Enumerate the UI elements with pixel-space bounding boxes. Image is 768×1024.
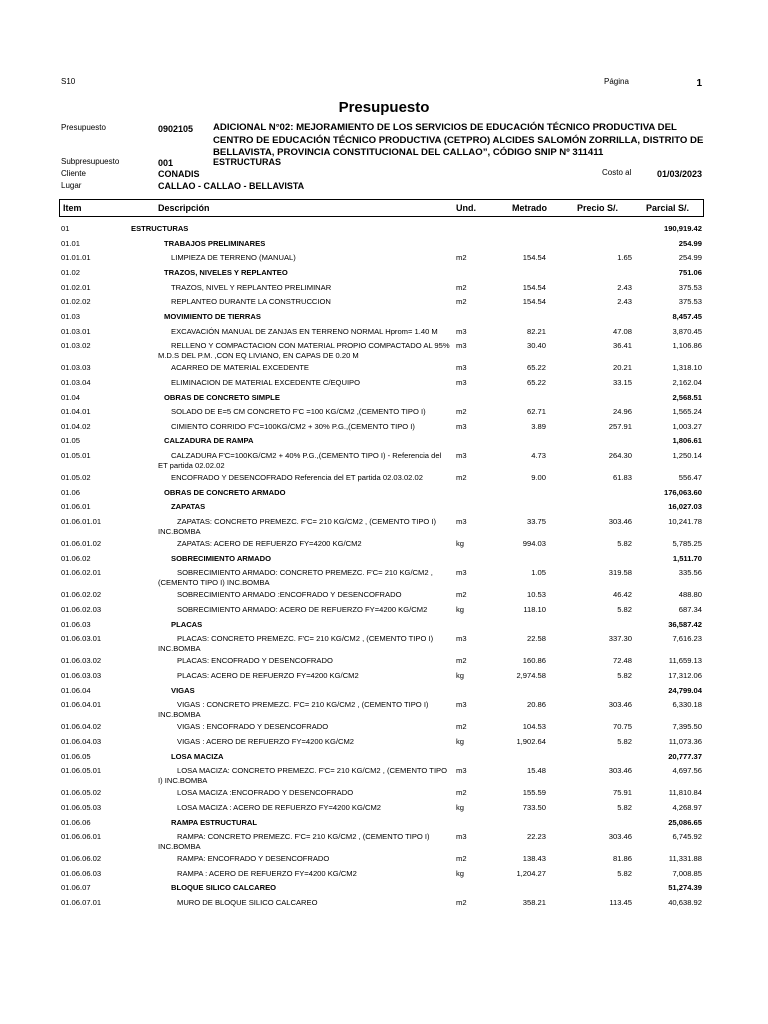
row-description: EXCAVACIÓN MANUAL DE ZANJAS EN TERRENO NORMAL Hprom= 1.40 M: [171, 326, 438, 336]
row-parcial: 375.53: [678, 297, 702, 307]
row-metrado: 118.10: [523, 605, 546, 614]
row-metrado: 4.73: [531, 451, 546, 461]
row-parcial: 6,330.18: [672, 700, 702, 710]
row-unit: m3: [456, 568, 467, 578]
row-description: SOBRECIMIENTO ARMADO: ACERO DE REFUERZO FY=4200 KG/CM2: [177, 605, 428, 614]
row-item-code: 01.06.05.03: [61, 802, 102, 812]
row-item-code: 01.06.03.02: [61, 656, 102, 666]
row-description: SOLADO DE E=5 CM CONCRETO F'C =100 KG/CM2 ,(CEMENTO TIPO I): [171, 407, 426, 417]
row-item-code: 01.06.06.01: [61, 832, 102, 842]
row-parcial: 7,008.85: [672, 868, 702, 878]
row-unit: kg: [456, 670, 465, 680]
row-parcial: 4,697.56: [672, 766, 702, 776]
row-precio: 303.46: [608, 517, 632, 527]
row-description: ACARREO DE MATERIAL EXCEDENTE: [171, 363, 309, 373]
row-unit: m3: [456, 634, 467, 644]
row-item-code: 01.06.04.03: [61, 736, 102, 746]
row-unit: m3: [456, 421, 467, 431]
row-metrado: 358.21: [522, 898, 546, 908]
row-description: ZAPATAS: [171, 502, 206, 512]
row-item-code: 01.03: [61, 311, 81, 321]
row-description: RAMPA ESTRUCTURAL: [171, 817, 258, 827]
row-precio: 303.46: [608, 766, 632, 776]
report-code: S10: [61, 77, 76, 86]
row-item-code: 01.06.02: [61, 553, 91, 563]
row-unit: m2: [456, 407, 467, 417]
row-description: VIGAS : CONCRETO PREMEZC. F'C= 210 KG/CM2 , (CEMENTO TIPO I) INC.BOMBA: [158, 700, 429, 719]
row-item-code: 01.06.06.03: [61, 868, 102, 878]
row-metrado: 994.03: [522, 539, 546, 549]
row-description: PLACAS: CONCRETO PREMEZC. F'C= 210 KG/CM2 , (CEMENTO TIPO I) INC.BOMBA: [158, 634, 434, 653]
row-item-code: 01: [61, 224, 70, 233]
row-precio: 24.96: [612, 407, 632, 417]
row-unit: m3: [456, 700, 467, 710]
row-description: RAMPA : ACERO DE REFUERZO FY=4200 KG/CM2: [177, 868, 357, 878]
row-parcial: 488.80: [678, 590, 702, 600]
row-parcial: 24,799.04: [668, 685, 702, 695]
row-parcial: 1,511.70: [672, 553, 702, 563]
row-metrado: 155.59: [522, 788, 546, 798]
row-unit: m2: [456, 656, 467, 666]
row-description: TRAZOS, NIVELES Y REPLANTEO: [164, 267, 288, 277]
column-header-parcial: Parcial S/.: [646, 203, 690, 213]
row-description: ELIMINACION DE MATERIAL EXCEDENTE C/EQUIPO: [171, 377, 361, 387]
row-unit: m3: [456, 766, 467, 776]
row-description: VIGAS : ACERO DE REFUERZO FY=4200 KG/CM2: [177, 736, 355, 746]
row-unit: m2: [456, 854, 467, 864]
row-item-code: 01.06.02.03: [61, 605, 102, 614]
row-description: REPLANTEO DURANTE LA CONSTRUCCION: [171, 297, 331, 307]
row-precio: 47.08: [612, 326, 632, 336]
row-parcial: 8,457.45: [672, 311, 702, 321]
row-precio: 33.15: [612, 377, 632, 387]
row-item-code: 01.01: [61, 238, 81, 248]
row-description: TRABAJOS PRELIMINARES: [164, 238, 266, 248]
row-metrado: 62.71: [526, 407, 546, 417]
row-parcial: 20,777.37: [668, 751, 702, 761]
column-header-descripcion: Descripción: [158, 203, 210, 213]
row-precio: 5.82: [617, 670, 632, 680]
row-precio: 5.82: [617, 605, 632, 614]
row-unit: m3: [456, 341, 467, 351]
row-item-code: 01.06.06.02: [61, 854, 102, 864]
row-description: CALZADURA DE RAMPA: [164, 436, 254, 446]
row-item-code: 01.06.02.02: [61, 590, 102, 600]
row-metrado: 30.40: [526, 341, 546, 351]
row-parcial: 6,745.92: [672, 832, 702, 842]
row-item-code: 01.05: [61, 436, 81, 446]
row-metrado: 10.53: [526, 590, 546, 600]
lugar-label: Lugar: [61, 181, 82, 190]
row-unit: kg: [456, 868, 465, 878]
row-precio: 36.41: [612, 341, 632, 351]
row-item-code: 01.06.05.02: [61, 788, 102, 798]
row-metrado: 154.54: [522, 282, 546, 292]
row-parcial: 1,565.24: [672, 407, 702, 417]
row-parcial: 10,241.78: [668, 517, 702, 527]
row-item-code: 01.01.01: [61, 253, 91, 263]
row-parcial: 25,086.65: [668, 817, 702, 827]
row-description: BLOQUE SILICO CALCAREO: [171, 883, 277, 893]
row-description: LOSA MACIZA: CONCRETO PREMEZC. F'C= 210 KG/CM2 , (CEMENTO TIPO I) INC.BOMBA: [158, 766, 448, 785]
row-metrado: 1,204.27: [516, 868, 546, 878]
row-metrado: 104.53: [522, 722, 546, 732]
row-parcial: 11,659.13: [668, 656, 702, 666]
presupuesto-description: ADICIONAL N°02: MEJORAMIENTO DE LOS SERVICIOS DE EDUCACIÓN TÉCNICO PRODUCTIVA DEL CENTRO DE EDUCACIÓN TÉCNICO PRODUCTIVA (CETPRO) ALCIDES SALOMÓN ZORRILLA, DISTRITO DE BELLAVISTA, PROVINCIA CONSTITUCIONAL DEL CALLAO”, CÓDIGO SNIP Nº 311411: [213, 122, 704, 158]
row-metrado: 138.43: [522, 854, 546, 864]
row-description: ZAPATAS: ACERO DE REFUERZO FY=4200 KG/CM2: [177, 539, 362, 549]
row-precio: 46.42: [612, 590, 632, 600]
row-metrado: 33.75: [526, 517, 546, 527]
row-precio: 5.82: [617, 868, 632, 878]
row-precio: 5.82: [617, 736, 632, 746]
row-precio: 303.46: [608, 700, 632, 710]
row-metrado: 82.21: [526, 326, 546, 336]
row-precio: 75.91: [612, 788, 632, 798]
row-unit: m2: [456, 788, 467, 798]
row-unit: m2: [456, 590, 467, 600]
row-metrado: 1,902.64: [516, 736, 546, 746]
row-item-code: 01.06.07.01: [61, 898, 102, 908]
row-item-code: 01.06.06: [61, 817, 91, 827]
row-unit: kg: [456, 539, 465, 549]
row-unit: m2: [456, 297, 467, 307]
row-unit: kg: [456, 802, 465, 812]
row-unit: m3: [456, 377, 467, 387]
row-description: OBRAS DE CONCRETO ARMADO: [164, 487, 286, 497]
row-precio: 113.45: [609, 898, 632, 908]
row-precio: 1.65: [617, 253, 632, 263]
column-header-precio: Precio S/.: [577, 203, 619, 213]
row-unit: kg: [456, 736, 465, 746]
row-parcial: 2,568.51: [672, 392, 702, 402]
row-unit: m2: [456, 282, 467, 292]
subpresupuesto-description: ESTRUCTURAS: [213, 157, 282, 167]
cliente-value: CONADIS: [158, 169, 200, 179]
row-item-code: 01.06.01: [61, 502, 91, 512]
column-header-metrado: Metrado: [512, 203, 548, 213]
row-description: RAMPA: CONCRETO PREMEZC. F'C= 210 KG/CM2 , (CEMENTO TIPO I) INC.BOMBA: [158, 832, 430, 851]
row-item-code: 01.06.01.01: [61, 517, 102, 527]
row-unit: m3: [456, 832, 467, 842]
row-parcial: 3,870.45: [672, 326, 702, 336]
row-metrado: 20.86: [526, 700, 546, 710]
row-parcial: 11,331.88: [668, 854, 702, 864]
row-description: LOSA MACIZA :ENCOFRADO Y DESENCOFRADO: [177, 788, 354, 798]
row-metrado: 22.23: [526, 832, 546, 842]
row-item-code: 01.06.01.02: [61, 539, 102, 549]
row-description: CIMIENTO CORRIDO F'C=100KG/CM2 + 30% P.G.,(CEMENTO TIPO I): [171, 421, 415, 431]
row-metrado: 160.86: [522, 656, 546, 666]
row-unit: m2: [456, 253, 467, 263]
row-item-code: 01.03.04: [61, 377, 91, 387]
row-item-code: 01.06.05: [61, 751, 91, 761]
row-parcial: 36,587.42: [668, 619, 702, 629]
row-item-code: 01.06.02.01: [61, 568, 102, 578]
row-description: ENCOFRADO Y DESENCOFRADO Referencia del ET partida 02.03.02.02: [171, 473, 423, 483]
column-header-und: Und.: [456, 203, 476, 213]
page-number: 1: [696, 78, 702, 89]
cliente-label: Cliente: [61, 169, 86, 178]
row-unit: m3: [456, 363, 467, 373]
row-description: VIGAS : ENCOFRADO Y DESENCOFRADO: [177, 722, 329, 732]
row-precio: 319.58: [608, 568, 632, 578]
row-parcial: 687.34: [678, 605, 702, 614]
row-item-code: 01.02.01: [61, 282, 91, 292]
row-unit: m3: [456, 451, 467, 461]
row-item-code: 01.06.04: [61, 685, 91, 695]
row-description: ESTRUCTURAS: [131, 224, 189, 233]
row-unit: m3: [456, 326, 467, 336]
row-item-code: 01.03.03: [61, 363, 91, 373]
row-description: VIGAS: [171, 685, 195, 695]
row-description: OBRAS DE CONCRETO SIMPLE: [164, 392, 280, 402]
row-parcial: 16,027.03: [668, 502, 702, 512]
row-parcial: 2,162.04: [672, 377, 702, 387]
row-precio: 264.30: [608, 451, 632, 461]
row-item-code: 01.05.02: [61, 473, 91, 483]
row-description: MOVIMIENTO DE TIERRAS: [164, 311, 261, 321]
row-precio: 2.43: [617, 297, 632, 307]
row-parcial: 254.99: [678, 253, 702, 263]
row-description: LOSA MACIZA : ACERO DE REFUERZO FY=4200 KG/CM2: [177, 802, 382, 812]
row-description: MURO DE BLOQUE SILICO CALCAREO: [177, 898, 318, 908]
row-precio: 2.43: [617, 282, 632, 292]
row-description: TRAZOS, NIVEL Y REPLANTEO PRELIMINAR: [171, 282, 332, 292]
row-unit: m2: [456, 473, 467, 483]
row-parcial: 176,063.60: [663, 487, 702, 497]
row-parcial: 751.06: [678, 267, 702, 277]
row-parcial: 51,274.39: [668, 883, 702, 893]
row-unit: m2: [456, 722, 467, 732]
row-item-code: 01.06.03.03: [61, 670, 102, 680]
row-parcial: 11,810.84: [668, 788, 702, 798]
row-parcial: 1,106.86: [672, 341, 702, 351]
row-item-code: 01.02.02: [61, 297, 91, 307]
row-description: PLACAS: [171, 619, 203, 629]
row-item-code: 01.06.03: [61, 619, 91, 629]
row-unit: m2: [456, 898, 467, 908]
subpresupuesto-label: Subpresupuesto: [61, 157, 120, 166]
row-description: RAMPA: ENCOFRADO Y DESENCOFRADO: [177, 854, 330, 864]
row-description: CALZADURA F'C=100KG/CM2 + 40% P.G.,(CEMENTO TIPO I) - Referencia del ET partida 02.02.02: [158, 451, 442, 470]
row-description: ZAPATAS: CONCRETO PREMEZC. F'C= 210 KG/CM2 , (CEMENTO TIPO I) INC.BOMBA: [158, 517, 437, 536]
row-parcial: 375.53: [678, 282, 702, 292]
row-item-code: 01.05.01: [61, 451, 91, 461]
row-parcial: 7,616.23: [672, 634, 702, 644]
costo-date: 01/03/2023: [656, 169, 702, 179]
row-parcial: 335.56: [678, 568, 702, 578]
row-precio: 5.82: [617, 539, 632, 549]
row-parcial: 254.99: [678, 238, 702, 248]
row-item-code: 01.06: [61, 487, 81, 497]
row-item-code: 01.02: [61, 267, 81, 277]
row-parcial: 1,250.14: [672, 451, 702, 461]
row-precio: 257.91: [608, 421, 632, 431]
row-description: PLACAS: ACERO DE REFUERZO FY=4200 KG/CM2: [177, 670, 359, 680]
row-description: SOBRECIMIENTO ARMADO: CONCRETO PREMEZC. F'C= 210 KG/CM2 , (CEMENTO TIPO I) INC.BOMBA: [158, 568, 433, 587]
lugar-value: CALLAO - CALLAO - BELLAVISTA: [158, 181, 305, 191]
row-item-code: 01.04: [61, 392, 81, 402]
row-parcial: 556.47: [678, 473, 702, 483]
row-parcial: 1,806.61: [672, 436, 702, 446]
row-item-code: 01.03.01: [61, 326, 91, 336]
row-item-code: 01.03.02: [61, 341, 91, 351]
row-metrado: 9.00: [531, 473, 546, 483]
row-precio: 20.21: [612, 363, 632, 373]
row-description: PLACAS: ENCOFRADO Y DESENCOFRADO: [177, 656, 333, 666]
subpresupuesto-code: 001: [158, 158, 174, 168]
row-precio: 337.30: [608, 634, 632, 644]
row-item-code: 01.06.04.01: [61, 700, 102, 710]
row-metrado: 2,974.58: [516, 670, 546, 680]
row-description: RELLENO Y COMPACTACION CON MATERIAL PROPIO COMPACTADO AL 95% M.D.S DEL P.M. ,CON EQ LIVIANO, EN CAPAS DE 0.20 M: [158, 341, 450, 360]
row-parcial: 1,318.10: [672, 363, 702, 373]
row-precio: 81.86: [612, 854, 632, 864]
row-description: LOSA MACIZA: [171, 751, 224, 761]
row-metrado: 65.22: [526, 377, 546, 387]
row-item-code: 01.06.03.01: [61, 634, 102, 644]
presupuesto-code: 0902105: [158, 124, 194, 134]
row-metrado: 154.54: [522, 297, 546, 307]
row-metrado: 22.58: [526, 634, 546, 644]
row-item-code: 01.04.01: [61, 407, 91, 417]
row-precio: 70.75: [612, 722, 632, 732]
row-unit: kg: [456, 605, 465, 614]
row-parcial: 17,312.06: [668, 670, 702, 680]
row-item-code: 01.04.02: [61, 421, 91, 431]
row-parcial: 11,073.36: [668, 736, 702, 746]
costo-label: Costo al: [602, 168, 632, 177]
column-header-item: Item: [63, 203, 82, 213]
row-parcial: 5,785.25: [672, 539, 702, 549]
page-title: Presupuesto: [338, 99, 430, 116]
row-metrado: 1.05: [531, 568, 546, 578]
row-description: LIMPIEZA DE TERRENO (MANUAL): [171, 253, 296, 263]
row-precio: 61.83: [612, 473, 632, 483]
row-parcial: 40,638.92: [668, 898, 702, 908]
row-parcial: 7,395.50: [672, 722, 702, 732]
row-metrado: 154.54: [522, 253, 546, 263]
presupuesto-label: Presupuesto: [61, 123, 106, 132]
row-unit: m3: [456, 517, 467, 527]
row-parcial: 1,003.27: [672, 421, 702, 431]
row-metrado: 733.50: [522, 802, 546, 812]
row-metrado: 15.48: [526, 766, 546, 776]
row-description: SOBRECIMIENTO ARMADO: [171, 553, 271, 563]
row-metrado: 3.89: [531, 421, 546, 431]
row-precio: 303.46: [608, 832, 632, 842]
row-metrado: 65.22: [526, 363, 546, 373]
row-item-code: 01.06.04.02: [61, 722, 102, 732]
row-precio: 5.82: [617, 802, 632, 812]
row-item-code: 01.06.05.01: [61, 766, 102, 776]
row-description: SOBRECIMIENTO ARMADO :ENCOFRADO Y DESENCOFRADO: [177, 590, 402, 600]
page-label: Página: [604, 77, 629, 86]
row-item-code: 01.06.07: [61, 883, 91, 893]
row-precio: 72.48: [612, 656, 632, 666]
row-parcial: 190,919.42: [663, 224, 702, 233]
row-parcial: 4,268.97: [672, 802, 702, 812]
